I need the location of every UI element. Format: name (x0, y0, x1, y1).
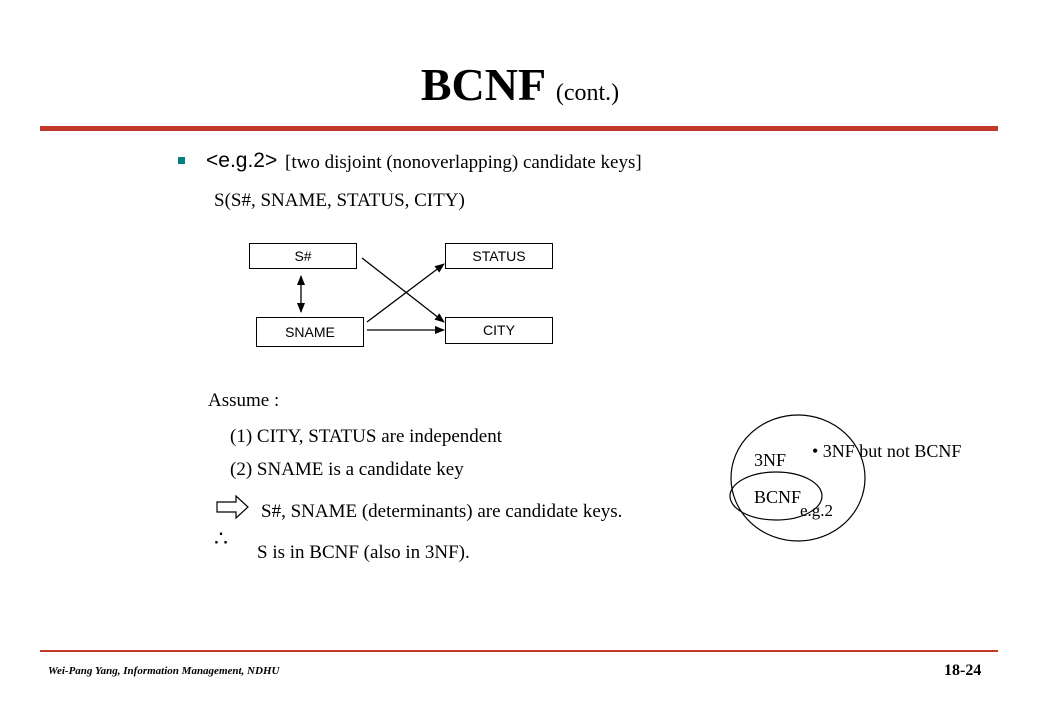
title-suffix: (cont.) (555, 80, 620, 106)
assumption-1: (1) CITY, STATUS are independent (230, 426, 502, 447)
footer-author: Wei-Pang Yang, Information Management, NDHU (48, 665, 280, 677)
relation-schema: S(S#, SNAME, STATUS, CITY) (214, 190, 465, 211)
result-text: S is in BCNF (also in 3NF). (257, 542, 470, 563)
attr-box-status: STATUS (445, 243, 553, 269)
conclusion-text: S#, SNAME (determinants) are candidate keys. (261, 501, 623, 522)
example-description: [two disjoint (nonoverlapping) candidate keys] (285, 152, 642, 173)
venn-label-3nf: 3NF (754, 450, 787, 470)
assume-heading: Assume : (208, 390, 280, 411)
footer-divider (40, 650, 998, 652)
therefore-icon: ∴ (214, 526, 228, 551)
attr-box-city: CITY (445, 317, 553, 344)
venn-note: • 3NF but not BCNF (812, 441, 962, 461)
example-label: <e.g.2> (206, 149, 278, 172)
arrow-s-city (362, 258, 444, 322)
venn-label-bcnf: BCNF (754, 487, 802, 507)
page-number: 18-24 (944, 662, 982, 679)
attr-box-s: S# (249, 243, 357, 269)
title-main: BCNF (420, 59, 545, 110)
assumption-2: (2) SNAME is a candidate key (230, 459, 464, 480)
venn-outer-3nf (731, 415, 865, 541)
venn-example-marker: e.g.2 (800, 501, 834, 520)
implies-arrow-icon (217, 496, 248, 518)
attr-box-sname: SNAME (256, 317, 364, 347)
